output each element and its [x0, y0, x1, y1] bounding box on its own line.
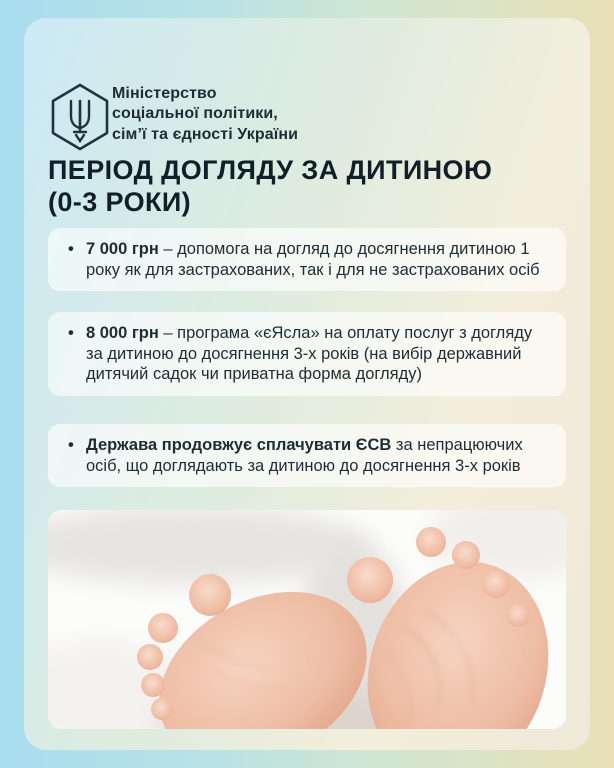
benefit-item-esv [48, 424, 566, 487]
bullet-icon: • [68, 436, 74, 454]
benefit-amount: 7 000 грн [86, 240, 159, 258]
ministry-name-line1: Міністерство [112, 85, 217, 102]
content-card [24, 18, 590, 750]
page-title-line1: ПЕРІОД ДОГЛЯДУ ЗА ДИТИНОЮ [48, 155, 493, 185]
page-title [48, 154, 568, 219]
ministry-name-line2: соціальної політики, [112, 105, 278, 123]
baby-feet-photo [48, 510, 566, 729]
benefit-item-8000 [48, 312, 566, 396]
benefit-text [86, 435, 540, 476]
bullet-icon: • [68, 240, 74, 258]
benefit-lead: Держава продовжує сплачувати ЄСВ [86, 436, 392, 454]
benefit-item-7000 [48, 228, 566, 291]
benefit-description: – допомога на догляд до досягнення дитиною 1 року як для застрахованих, так і для не застрахованих осіб [86, 240, 540, 279]
ministry-logo [48, 82, 112, 152]
bullet-icon: • [68, 324, 74, 342]
benefit-text [86, 323, 540, 385]
benefit-description: за непрацюючих осіб, що доглядають за дитиною до досягнення 3-х років [86, 436, 523, 475]
page-title-line2: (0-3 РОКИ) [48, 187, 192, 218]
ministry-name-line3: сім’ї та єдності України [112, 125, 299, 143]
benefit-text [86, 239, 540, 280]
benefit-amount: 8 000 грн [86, 324, 159, 342]
trident-hexagon-icon [48, 82, 112, 152]
ministry-name [112, 84, 298, 145]
benefit-description: – програма «єЯсла» на оплату послуг з догляду за дитиною до досягнення 3-х років (на вибір державний дитячий садок чи приватна форма догляду) [86, 324, 533, 384]
